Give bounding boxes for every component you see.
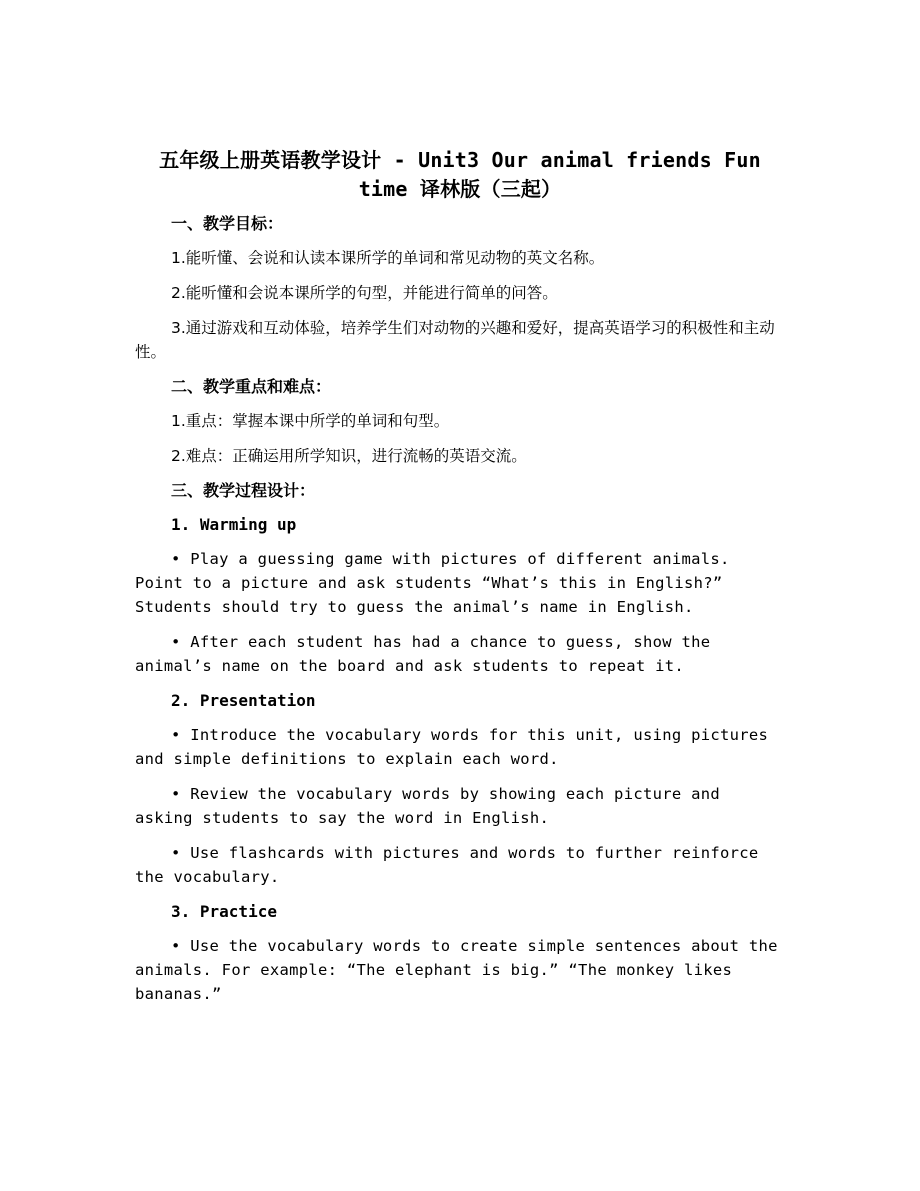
key-points-heading: 二、教学重点和难点：: [171, 377, 332, 396]
step-bullet: • Use the vocabulary words to create simple sentences about the animals. For example: “The elephant is big.” “The monkey likes bananas.”: [135, 937, 778, 1003]
step-title-presentation: 2. Presentation: [171, 691, 316, 710]
objective-item: 1.能听懂、会说和认读本课所学的单词和常见动物的英文名称。: [171, 249, 605, 267]
document-title: 五年级上册英语教学设计 - Unit3 Our animal friends Fun time 译林版（三起）: [159, 148, 761, 201]
process-heading: 三、教学过程设计：: [171, 481, 316, 500]
step-bullet: • Use flashcards with pictures and words to further reinforce the vocabulary.: [135, 844, 759, 886]
step-bullet: • Introduce the vocabulary words for this unit, using pictures and simple definitions to explain each word.: [135, 726, 769, 768]
key-point-item: 1.重点：掌握本课中所学的单词和句型。: [171, 412, 450, 430]
step-title-practice: 3. Practice: [171, 902, 277, 921]
step-bullet: • Review the vocabulary words by showing each picture and asking students to say the word in English.: [135, 785, 721, 827]
objective-item: 2.能听懂和会说本课所学的句型，并能进行简单的问答。: [171, 284, 558, 302]
step-bullet: • Play a guessing game with pictures of different animals. Point to a picture and ask students “What’s this in English?” Students should try to guess the animal’s name in English.: [135, 550, 730, 616]
objective-item: 3.通过游戏和互动体验，培养学生们对动物的兴趣和爱好，提高英语学习的积极性和主动性。: [135, 319, 775, 361]
step-title-warming-up: 1. Warming up: [171, 515, 297, 534]
objectives-heading: 一、教学目标：: [171, 214, 284, 233]
step-bullet: • After each student has had a chance to guess, show the animal’s name on the board and ask students to repeat it.: [135, 633, 711, 675]
key-point-item: 2.难点：正确运用所学知识，进行流畅的英语交流。: [171, 447, 527, 465]
